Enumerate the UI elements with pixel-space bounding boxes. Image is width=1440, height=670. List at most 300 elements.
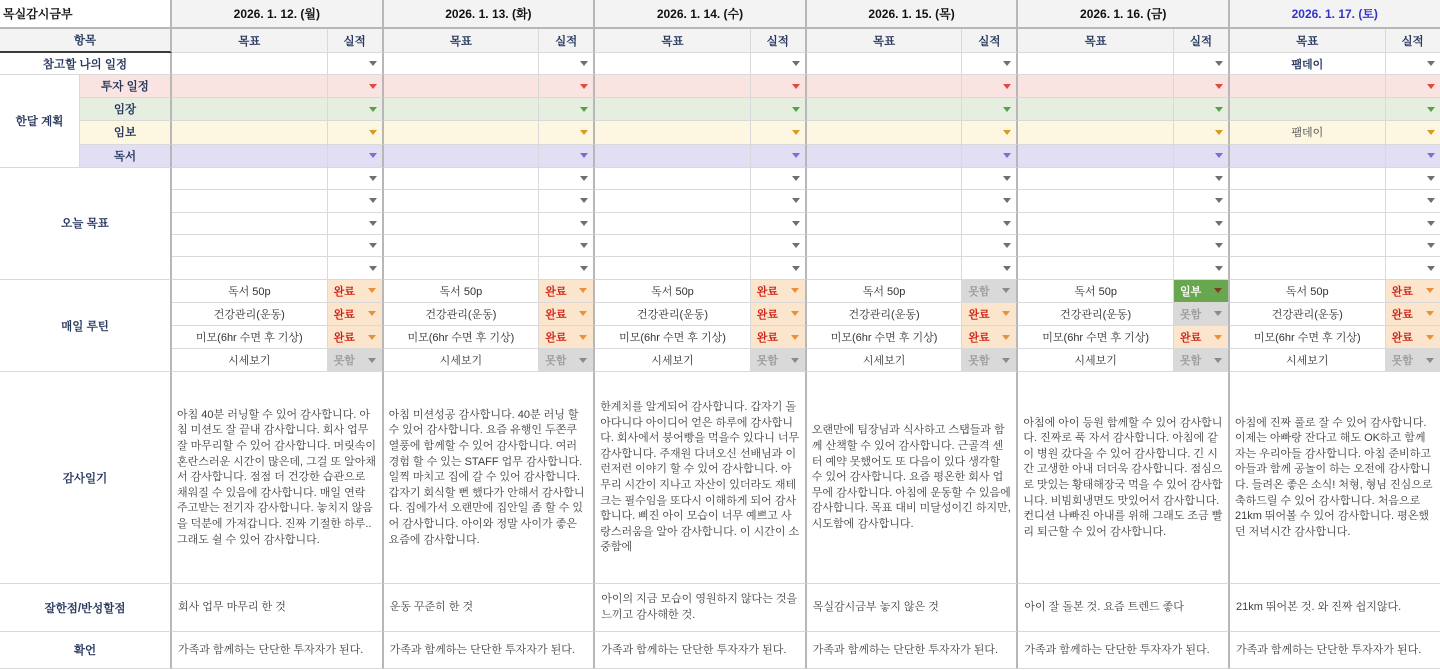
plan-value-cell[interactable] [595,75,751,98]
today-goal-cell[interactable] [172,213,328,235]
reflection-entry-cell[interactable] [595,584,807,632]
dropdown-arrow-icon[interactable] [369,266,377,271]
dropdown-arrow-icon[interactable] [1427,176,1435,181]
schedule-value-cell[interactable] [384,53,540,75]
today-goal-cell[interactable] [172,257,328,279]
today-goal-cell[interactable] [595,257,751,279]
dropdown-arrow-icon[interactable] [791,358,799,363]
today-goal-cell[interactable] [1018,190,1174,212]
reflection-entry-text: 목실감시금부 놓지 않은 것 [812,601,939,614]
dropdown-arrow-icon[interactable] [369,61,377,66]
actual-column-header: 실적 [962,29,1018,53]
plan-status-dropdown[interactable] [539,121,595,144]
dropdown-arrow-icon[interactable] [580,176,588,181]
plan-status-dropdown[interactable] [328,75,384,98]
status-badge[interactable] [751,280,807,303]
dropdown-arrow-icon[interactable] [1214,335,1222,340]
dropdown-arrow-icon[interactable] [369,221,377,226]
dropdown-arrow-icon[interactable] [1003,221,1011,226]
today-goal-cell[interactable] [595,235,751,257]
dropdown-arrow-icon[interactable] [1215,221,1223,226]
plan-status-dropdown[interactable] [1174,98,1230,121]
dropdown-arrow-icon[interactable] [368,311,376,316]
today-goal-cell[interactable] [384,190,540,212]
today-goal-status-dropdown[interactable] [539,235,595,257]
sheet-title: 목실감시금부 [0,0,172,29]
dropdown-arrow-icon[interactable] [1427,130,1435,135]
reflection-entry-cell[interactable] [807,584,1019,632]
affirmation-entry-text: 가족과 함께하는 단단한 투자자가 된다. [1235,643,1422,656]
dropdown-arrow-icon[interactable] [1427,84,1435,89]
actual-column-header: 실적 [1174,29,1230,53]
status-badge-label: 완료 [333,285,355,298]
today-goal-cell[interactable] [807,190,963,212]
dropdown-arrow-icon[interactable] [369,130,377,135]
status-badge[interactable] [751,349,807,372]
status-badge[interactable] [751,303,807,326]
status-badge[interactable] [1174,349,1230,372]
status-badge[interactable] [328,349,384,372]
plan-status-dropdown[interactable] [539,145,595,168]
plan-status-dropdown[interactable] [1386,145,1440,168]
routine-goal-cell-health-exercise[interactable]: 건강관리(운동) [595,303,751,326]
plan-value-cell[interactable] [384,98,540,121]
dropdown-arrow-icon[interactable] [1003,61,1011,66]
plan-value-cell[interactable]: 팸데이 [1230,121,1386,144]
status-badge[interactable] [1386,303,1440,326]
status-badge[interactable] [1174,326,1230,349]
today-goal-status-dropdown[interactable] [1174,257,1230,279]
schedule-status-dropdown[interactable] [751,53,807,75]
dropdown-arrow-icon[interactable] [368,358,376,363]
today-goal-cell[interactable] [1230,213,1386,235]
today-goal-status-dropdown[interactable] [328,168,384,190]
plan-status-dropdown[interactable] [539,98,595,121]
dropdown-arrow-icon[interactable] [369,153,377,158]
today-goal-cell[interactable] [1230,235,1386,257]
actual-column-header: 실적 [1386,29,1440,53]
dropdown-arrow-icon[interactable] [580,61,588,66]
today-goal-status-dropdown[interactable] [1174,168,1230,190]
date-header: 2026. 1. 13. (화) [384,0,596,29]
affirmation-entry-cell[interactable] [595,632,807,669]
plan-status-dropdown[interactable] [539,75,595,98]
dropdown-arrow-icon[interactable] [369,176,377,181]
routine-goal-cell-reading-50p[interactable]: 독서 50p [807,280,963,303]
routine-goal-cell-health-exercise[interactable]: 건강관리(운동) [1230,303,1386,326]
dropdown-arrow-icon[interactable] [1003,198,1011,203]
schedule-value-cell[interactable] [807,53,963,75]
status-badge-label: 완료 [1391,285,1413,298]
dropdown-arrow-icon[interactable] [1427,61,1435,66]
today-goal-status-dropdown[interactable] [962,168,1018,190]
today-goal-cell[interactable] [172,168,328,190]
section-label-reflection: 잘한점/반성할점 [0,584,172,632]
today-goal-status-dropdown[interactable] [539,257,595,279]
dropdown-arrow-icon[interactable] [1002,288,1010,293]
dropdown-arrow-icon[interactable] [792,266,800,271]
dropdown-arrow-icon[interactable] [369,198,377,203]
date-header: 2026. 1. 12. (월) [172,0,384,29]
status-badge[interactable] [539,349,595,372]
today-goal-cell[interactable] [384,235,540,257]
gratitude-entry-text: 아침에 아이 등원 함께할 수 있어 감사합니다. 진짜로 푹 자서 감사합니다. 아침에 같이 병원 갔다올 수 있어 감사합니다. 긴 시간 고생한 아내 더더욱 감사합니다. 점심으로 맛있는 황태해장국 먹을 수 있어 감사합니다. 비빔회냉면도 맛있어서 감사합니다. 컨디션 나빠진 아내를 위해 그래도 조금 빨리 퇴근할 수 있어 감사합니다. [1023,416,1223,538]
status-badge[interactable] [539,303,595,326]
dropdown-arrow-icon[interactable] [792,84,800,89]
plan-value-cell[interactable] [807,145,963,168]
dropdown-arrow-icon[interactable] [1003,153,1011,158]
dropdown-arrow-icon[interactable] [1427,198,1435,203]
schedule-status-dropdown[interactable] [328,53,384,75]
plan-status-dropdown[interactable] [1174,121,1230,144]
dropdown-arrow-icon[interactable] [1215,130,1223,135]
dropdown-arrow-icon[interactable] [792,61,800,66]
dropdown-arrow-icon[interactable] [791,335,799,340]
today-goal-status-dropdown[interactable] [751,190,807,212]
status-badge-label: 못함 [968,285,990,298]
status-badge[interactable] [1174,303,1230,326]
schedule-value-cell[interactable]: 팸데이 [1230,53,1386,75]
status-badge[interactable] [328,303,384,326]
today-goal-status-dropdown[interactable] [751,213,807,235]
gratitude-entry-cell[interactable] [384,372,596,584]
today-goal-status-dropdown[interactable] [539,213,595,235]
today-goal-status-dropdown[interactable] [328,235,384,257]
status-badge[interactable] [1386,280,1440,303]
dropdown-arrow-icon[interactable] [792,130,800,135]
routine-goal-cell-market-check[interactable]: 시세보기 [1018,349,1174,372]
routine-goal-cell-mimo-wakeup[interactable]: 미모(6hr 수면 후 기상) [595,326,751,349]
today-goal-cell[interactable] [595,213,751,235]
today-goal-cell[interactable] [384,168,540,190]
today-goal-status-dropdown[interactable] [962,213,1018,235]
plan-value-cell[interactable] [595,121,751,144]
status-badge[interactable] [962,303,1018,326]
dropdown-arrow-icon[interactable] [1003,84,1011,89]
plan-status-dropdown[interactable] [1386,121,1440,144]
affirmation-entry-cell[interactable] [807,632,1019,669]
dropdown-arrow-icon[interactable] [792,176,800,181]
dropdown-arrow-icon[interactable] [1215,107,1223,112]
dropdown-arrow-icon[interactable] [580,153,588,158]
today-goal-status-dropdown[interactable] [751,257,807,279]
plan-status-dropdown[interactable] [962,145,1018,168]
dropdown-arrow-icon[interactable] [580,266,588,271]
plan-value-cell[interactable] [172,75,328,98]
dropdown-arrow-icon[interactable] [579,335,587,340]
today-goal-cell[interactable] [807,213,963,235]
status-badge-label: 완료 [1391,332,1413,345]
today-goal-status-dropdown[interactable] [539,168,595,190]
plan-value-cell[interactable] [1230,145,1386,168]
affirmation-entry-text: 가족과 함께하는 단단한 투자자가 된다. [601,643,787,656]
row-label-schedule: 참고할 나의 일정 [0,53,172,75]
today-goal-cell[interactable] [1230,168,1386,190]
today-goal-status-dropdown[interactable] [962,257,1018,279]
dropdown-arrow-icon[interactable] [1426,311,1434,316]
status-badge[interactable] [1386,326,1440,349]
dropdown-arrow-icon[interactable] [1002,358,1010,363]
dropdown-arrow-icon[interactable] [791,311,799,316]
status-badge-label: 완료 [756,332,779,345]
dropdown-arrow-icon[interactable] [792,243,800,248]
gratitude-entry-cell[interactable] [172,372,384,584]
routine-goal-cell-reading-50p[interactable]: 독서 50p [384,280,540,303]
dropdown-arrow-icon[interactable] [1003,243,1011,248]
dropdown-arrow-icon[interactable] [1215,84,1223,89]
dropdown-arrow-icon[interactable] [1215,153,1223,158]
plan-value-cell[interactable] [384,75,540,98]
plan-value-cell[interactable] [1230,98,1386,121]
status-badge-label: 못함 [333,355,355,368]
routine-goal-cell-market-check[interactable]: 시세보기 [384,349,540,372]
plan-status-dropdown[interactable] [328,98,384,121]
gratitude-entry-cell[interactable] [1018,372,1230,584]
dropdown-arrow-icon[interactable] [792,221,800,226]
schedule-value-cell[interactable] [1018,53,1174,75]
today-goal-status-dropdown[interactable] [328,213,384,235]
routine-goal-cell-health-exercise[interactable]: 건강관리(운동) [384,303,540,326]
item-column-header: 항목 [0,29,172,53]
dropdown-arrow-icon[interactable] [580,84,588,89]
plan-value-cell[interactable] [1018,121,1174,144]
plan-value-cell[interactable] [1018,145,1174,168]
today-goal-status-dropdown[interactable] [1386,257,1440,279]
dropdown-arrow-icon[interactable] [792,153,800,158]
plan-value-cell[interactable] [172,98,328,121]
plan-status-dropdown[interactable] [1386,98,1440,121]
today-goal-cell[interactable] [595,190,751,212]
dropdown-arrow-icon[interactable] [1215,198,1223,203]
dropdown-arrow-icon[interactable] [1427,266,1435,271]
plan-status-dropdown[interactable] [962,75,1018,98]
routine-goal-cell-market-check[interactable]: 시세보기 [807,349,963,372]
status-badge[interactable] [328,326,384,349]
dropdown-arrow-icon[interactable] [792,107,800,112]
date-header: 2026. 1. 14. (수) [595,0,807,29]
routine-goal-cell-mimo-wakeup[interactable]: 미모(6hr 수면 후 기상) [807,326,963,349]
dropdown-arrow-icon[interactable] [580,221,588,226]
goal-column-header: 목표 [807,29,963,53]
routine-goal-cell-health-exercise[interactable]: 건강관리(운동) [1018,303,1174,326]
plan-value-cell[interactable] [1018,98,1174,121]
plan-value-cell[interactable] [807,75,963,98]
dropdown-arrow-icon[interactable] [1003,266,1011,271]
routine-goal-cell-reading-50p[interactable]: 독서 50p [1230,280,1386,303]
schedule-status-dropdown[interactable] [1386,53,1440,75]
plan-status-dropdown[interactable] [751,121,807,144]
reflection-entry-cell[interactable] [1230,584,1440,632]
dropdown-arrow-icon[interactable] [1003,107,1011,112]
plan-value-cell[interactable] [807,121,963,144]
dropdown-arrow-icon[interactable] [580,107,588,112]
status-badge-label: 못함 [756,355,779,368]
dropdown-arrow-icon[interactable] [580,130,588,135]
dropdown-arrow-icon[interactable] [792,198,800,203]
dropdown-arrow-icon[interactable] [1003,176,1011,181]
routine-goal-cell-reading-50p[interactable]: 독서 50p [172,280,328,303]
routine-goal-cell-reading-50p[interactable]: 독서 50p [1018,280,1174,303]
today-goal-status-dropdown[interactable] [328,257,384,279]
dropdown-arrow-icon[interactable] [1003,130,1011,135]
today-goal-status-dropdown[interactable] [1386,190,1440,212]
today-goal-status-dropdown[interactable] [1174,235,1230,257]
dropdown-arrow-icon[interactable] [579,311,587,316]
status-badge-label: 완료 [545,285,567,298]
plan-value-cell[interactable] [384,121,540,144]
plan-status-dropdown[interactable] [1174,75,1230,98]
dropdown-arrow-icon[interactable] [369,243,377,248]
section-label-today-goals: 오늘 목표 [0,168,172,280]
today-goal-cell[interactable] [595,168,751,190]
dropdown-arrow-icon[interactable] [1427,153,1435,158]
today-goal-status-dropdown[interactable] [1386,235,1440,257]
dropdown-arrow-icon[interactable] [1002,311,1010,316]
dropdown-arrow-icon[interactable] [1215,61,1223,66]
gratitude-entry-cell[interactable] [807,372,1019,584]
row-label-invest-schedule: 투자 일정 [80,75,172,98]
today-goal-status-dropdown[interactable] [328,190,384,212]
dropdown-arrow-icon[interactable] [1214,288,1222,293]
dropdown-arrow-icon[interactable] [1426,358,1434,363]
today-goal-cell[interactable] [807,257,963,279]
schedule-status-dropdown[interactable] [1174,53,1230,75]
plan-value-cell[interactable] [384,145,540,168]
today-goal-status-dropdown[interactable] [962,190,1018,212]
plan-value-cell[interactable] [172,145,328,168]
status-badge[interactable] [1386,349,1440,372]
today-goal-cell[interactable] [1018,213,1174,235]
plan-value-cell[interactable] [1018,75,1174,98]
row-label-imjang: 임장 [80,98,172,121]
routine-goal-cell-market-check[interactable]: 시세보기 [172,349,328,372]
plan-value-cell[interactable] [807,98,963,121]
plan-status-dropdown[interactable] [1174,145,1230,168]
dropdown-arrow-icon[interactable] [580,198,588,203]
status-badge[interactable] [751,326,807,349]
dropdown-arrow-icon[interactable] [791,288,799,293]
routine-goal-cell-mimo-wakeup[interactable]: 미모(6hr 수면 후 기상) [1018,326,1174,349]
today-goal-cell[interactable] [1230,190,1386,212]
plan-status-dropdown[interactable] [1386,75,1440,98]
plan-status-dropdown[interactable] [962,121,1018,144]
affirmation-entry-cell[interactable] [1018,632,1230,669]
reflection-entry-cell[interactable] [172,584,384,632]
dropdown-arrow-icon[interactable] [368,335,376,340]
plan-status-dropdown[interactable] [751,145,807,168]
dropdown-arrow-icon[interactable] [1427,221,1435,226]
today-goal-cell[interactable] [384,257,540,279]
plan-status-dropdown[interactable] [328,121,384,144]
schedule-status-dropdown[interactable] [962,53,1018,75]
dropdown-arrow-icon[interactable] [369,107,377,112]
dropdown-arrow-icon[interactable] [1215,243,1223,248]
today-goal-cell[interactable] [172,190,328,212]
affirmation-entry-cell[interactable] [172,632,384,669]
today-goal-status-dropdown[interactable] [751,235,807,257]
today-goal-cell[interactable] [807,235,963,257]
routine-goal-cell-mimo-wakeup[interactable]: 미모(6hr 수면 후 기상) [1230,326,1386,349]
dropdown-arrow-icon[interactable] [1215,176,1223,181]
routine-goal-cell-reading-50p[interactable]: 독서 50p [595,280,751,303]
status-badge[interactable] [539,326,595,349]
plan-status-dropdown[interactable] [962,98,1018,121]
today-goal-cell[interactable] [1018,235,1174,257]
dropdown-arrow-icon[interactable] [1426,335,1434,340]
dropdown-arrow-icon[interactable] [369,84,377,89]
affirmation-entry-cell[interactable] [1230,632,1440,669]
today-goal-status-dropdown[interactable] [1386,168,1440,190]
affirmation-entry-cell[interactable] [384,632,596,669]
dropdown-arrow-icon[interactable] [1002,335,1010,340]
dropdown-arrow-icon[interactable] [1215,266,1223,271]
plan-value-cell[interactable] [595,145,751,168]
today-goal-cell[interactable] [1018,257,1174,279]
schedule-value-cell[interactable] [172,53,328,75]
today-goal-cell[interactable] [172,235,328,257]
today-goal-cell[interactable] [1018,168,1174,190]
affirmation-entry-text: 가족과 함께하는 단단한 투자자가 된다. [1024,643,1210,656]
gratitude-entry-cell[interactable] [1230,372,1440,584]
routine-goal-cell-health-exercise[interactable]: 건강관리(운동) [807,303,963,326]
today-goal-status-dropdown[interactable] [1174,213,1230,235]
today-goal-cell[interactable] [1230,257,1386,279]
routine-goal-cell-mimo-wakeup[interactable]: 미모(6hr 수면 후 기상) [384,326,540,349]
plan-status-dropdown[interactable] [751,98,807,121]
status-badge[interactable] [328,280,384,303]
dropdown-arrow-icon[interactable] [1427,107,1435,112]
routine-goal-cell-health-exercise[interactable]: 건강관리(운동) [172,303,328,326]
dropdown-arrow-icon[interactable] [1426,288,1434,293]
dropdown-arrow-icon[interactable] [1214,358,1222,363]
status-badge-label: 못함 [1391,355,1413,368]
dropdown-arrow-icon[interactable] [1427,243,1435,248]
plan-status-dropdown[interactable] [751,75,807,98]
plan-status-dropdown[interactable] [328,145,384,168]
today-goal-status-dropdown[interactable] [1386,213,1440,235]
today-goal-status-dropdown[interactable] [1174,190,1230,212]
routine-goal-cell-market-check[interactable]: 시세보기 [1230,349,1386,372]
reflection-entry-cell[interactable] [1018,584,1230,632]
dropdown-arrow-icon[interactable] [579,288,587,293]
today-goal-status-dropdown[interactable] [751,168,807,190]
status-badge[interactable] [962,326,1018,349]
status-badge[interactable] [1174,280,1230,303]
today-goal-status-dropdown[interactable] [962,235,1018,257]
plan-value-cell[interactable] [172,121,328,144]
schedule-status-dropdown[interactable] [539,53,595,75]
dropdown-arrow-icon[interactable] [1214,311,1222,316]
today-goal-status-dropdown[interactable] [539,190,595,212]
reflection-entry-cell[interactable] [384,584,596,632]
dropdown-arrow-icon[interactable] [579,358,587,363]
routine-goal-cell-market-check[interactable]: 시세보기 [595,349,751,372]
dropdown-arrow-icon[interactable] [580,243,588,248]
gratitude-entry-cell[interactable] [595,372,807,584]
status-badge[interactable] [962,349,1018,372]
goal-column-header: 목표 [1018,29,1174,53]
status-badge[interactable] [539,280,595,303]
routine-goal-cell-mimo-wakeup[interactable]: 미모(6hr 수면 후 기상) [172,326,328,349]
plan-value-cell[interactable] [1230,75,1386,98]
gratitude-entry-text: 아침 40분 러닝할 수 있어 감사합니다. 아침 미션도 잘 끝내 감사합니다. 회사 업무 잘 마무리할 수 있어 감사합니다. 머릿속이 혼란스러운 시간이 많은데, 그걸 또 알아채서 감사합니다. 점점 더 건강한 습관으로 채워질 수 있음에 감사합니다. 매일 연락 주고받는 전기자 감사합니다. 놓치지 않음을 덕분에 가져갑니다. 진짜 기절한 하루.. 그래도 쉴 수 있어 감사합니다. [177,408,376,546]
plan-value-cell[interactable] [595,98,751,121]
dropdown-arrow-icon[interactable] [368,288,376,293]
status-badge[interactable] [962,280,1018,303]
today-goal-cell[interactable] [384,213,540,235]
today-goal-cell[interactable] [807,168,963,190]
schedule-value-cell[interactable] [595,53,751,75]
